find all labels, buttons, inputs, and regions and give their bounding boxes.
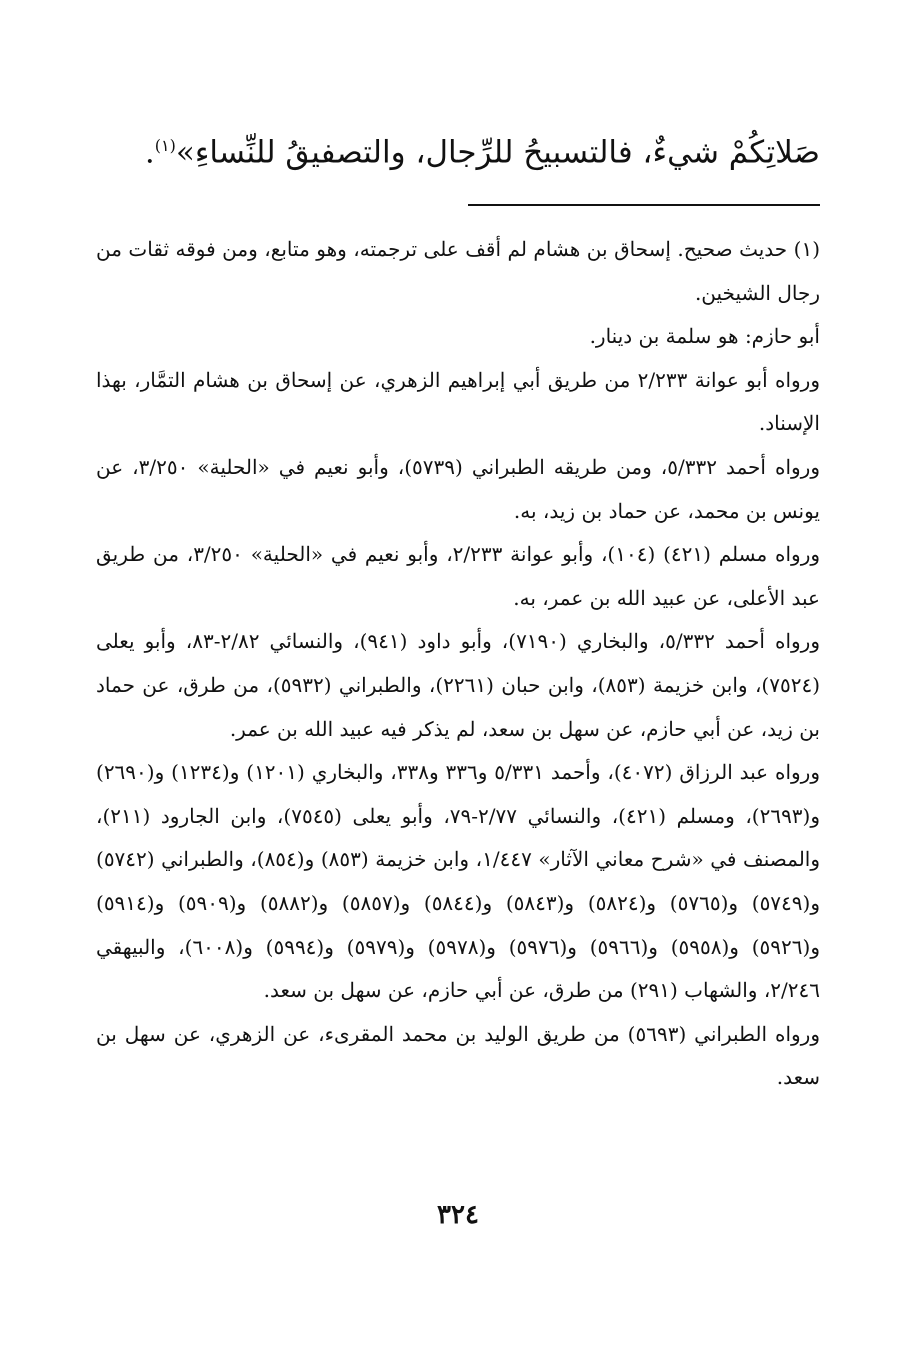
footnote-paragraph: ورواه أبو عوانة ٢/٢٣٣ من طريق أبي إبراهيم الزهري، عن إسحاق بن هشام التمَّار، بهذا الإسناد. [96,367,820,436]
footnote-ref: (١) [154,136,176,155]
footnote-paragraph: أبو حازم: هو سلمة بن دينار. [589,324,820,349]
main-text-body: صَلاتِكُمْ شيءٌ، فالتسبيحُ للرِّجال، والتصفيقُ للنِّساءِ» [175,134,820,171]
footnote-paragraph: ورواه عبد الرزاق (٤٠٧٢)، وأحمد ٥/٣٣١ و٣٣٦ و٣٣٨، والبخاري (١٢٠١) و(١٢٣٤) و(٢٦٩٠) و(٢٦٩٣)، ومسلم (٤٢١)، والنسائي ٢/٧٧-٧٩، وأبو يعلى (٧٥٤٥)، وابن الجارود (٢١١)، والمصنف في «شرح معاني الآثار» ١/٤٤٧، وابن خزيمة (٨٥٣) و(٨٥٤)، والطبراني (٥٧٤٢) و(٥٧٤٩) و(٥٧٦٥) و(٥٨٢٤) و(٥٨٤٣) و(٥٨٤٤) و(٥٨٥٧) و(٥٨٨٢) و(٥٩٠٩) و(٥٩١٤) و(٥٩٢٦) و(٥٩٥٨) و(٥٩٦٦) و(٥٩٧٦) و(٥٩٧٨) و(٥٩٧٩) و(٥٩٩٤) و(٦٠٠٨)، والبيهقي ٢/٢٤٦، والشهاب (٢٩١) من طرق، عن أبي حازم، عن سهل بن سعد. [96,760,821,1003]
footnote-paragraph: ورواه مسلم (٤٢١) (١٠٤)، وأبو عوانة ٢/٢٣٣، وأبو نعيم في «الحلية» ٣/٢٥٠، من طريق عبد الأعلى، عن عبيد الله بن عمر، به. [96,542,821,610]
footnote-paragraph: ورواه أحمد ٥/٣٣٢، ومن طريقه الطبراني (٥٧٣٩)، وأبو نعيم في «الحلية» ٣/٢٥٠، عن يونس بن محمد، عن حماد بن زيد، به. [96,454,820,523]
main-text-end: . [144,134,155,171]
footnotes [96,228,820,1100]
footnote-paragraph: ورواه أحمد ٥/٣٣٢، والبخاري (٧١٩٠)، وأبو داود (٩٤١)، والنسائي ٢/٨٢-٨٣، وأبو يعلى (٧٥٢٤)، وابن خزيمة (٨٥٣)، وابن حبان (٢٢٦١)، والطبراني (٥٩٣٢)، من طرق، عن حماد بن زيد، عن أبي حازم، عن سهل بن سعد، لم يذكر فيه عبيد الله بن عمر. [96,629,821,741]
footnote-paragraph: ورواه الطبراني (٥٦٩٣) من طريق الوليد بن محمد المقرىء، عن الزهري، عن سهل بن سعد. [96,1021,820,1090]
footnote-separator [468,204,820,206]
main-text [96,118,820,180]
page-number: ٣٢٤ [437,1200,479,1230]
footnote-paragraph: (١) حديث صحيح. إسحاق بن هشام لم أقف على ترجمته، وهو متابع، ومن فوقه ثقات من رجال الشيخين. [96,237,820,305]
